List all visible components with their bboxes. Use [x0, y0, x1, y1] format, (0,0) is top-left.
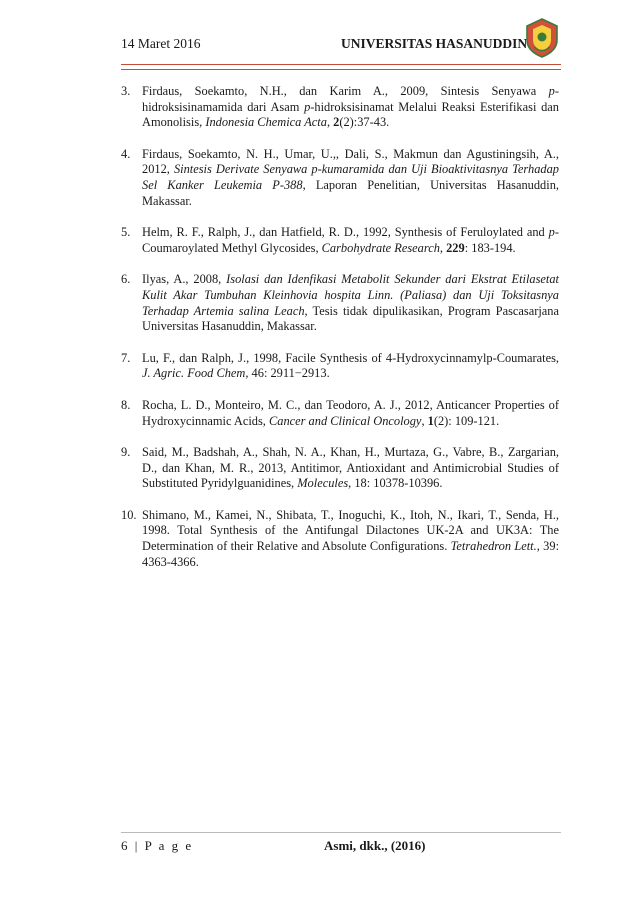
page-number: 6 | P a g e	[121, 838, 194, 853]
reference-number: 9.	[121, 445, 131, 460]
reference-text-segment: Firdaus, Soekamto, N.H., dan Karim A., 2009, Sintesis Senyawa	[142, 84, 549, 98]
reference-text-segment: (2): 109-121.	[433, 413, 500, 428]
reference-text	[142, 272, 559, 334]
reference-text-segment: , 39: 4363-4366.	[142, 539, 560, 569]
reference-text-segment: -Coumaroylated Methyl Glycosides,	[142, 225, 559, 255]
reference-text-segment: Tesis tidak dipulikasikan, Program Pascasarjana Universitas Hasanuddin, Makassar.	[142, 303, 559, 334]
reference-italic-text: Tetrahedron Lett.	[450, 539, 537, 554]
reference-bold-text: 2	[333, 115, 340, 130]
reference-item	[121, 508, 559, 570]
reference-text	[142, 225, 559, 256]
reference-italic-text: J. Agric. Food Chem	[142, 366, 246, 381]
reference-number: 10.	[121, 507, 137, 522]
reference-item	[121, 445, 559, 492]
reference-italic-text: Indonesia Chemica Acta	[205, 115, 327, 130]
reference-text	[142, 445, 559, 492]
reference-italic-text: p	[548, 225, 555, 240]
reference-italic-text: p	[304, 99, 311, 114]
reference-text-segment: Helm, R. F., Ralph, J., dan Hatfield, R. D., 1992, Synthesis of Feruloylated and	[142, 225, 549, 240]
reference-text-segment: Rocha, L. D., Monteiro, M. C., dan Teodoro, A. J., 2012, Anticancer Properties of Hydroxycinnamic Acids,	[142, 397, 559, 428]
reference-text	[142, 508, 559, 570]
reference-text-segment: ,	[326, 115, 334, 130]
reference-number: 3.	[121, 84, 131, 98]
reference-text-segment: ,	[439, 240, 447, 255]
reference-text	[142, 398, 559, 429]
reference-italic-text: p	[548, 84, 555, 98]
reference-text-segment: Lu, F., dan Ralph, J., 1998, Facile Synthesis of 4-Hydroxycinnamylp-Coumarates,	[142, 350, 559, 365]
reference-text-segment: : 183-194.	[464, 240, 516, 255]
reference-italic-text: Molecules	[297, 476, 349, 491]
reference-text-segment: Shimano, M., Kamei, N., Shibata, T., Inoguchi, K., Itoh, N., Ikari, T., Senda, H., 1998. Total Synthesis of the Antifungal Dilactones UK-2A and UK3A: The Determination of their Relative and Absolute Configurations.	[142, 507, 559, 554]
reference-item	[121, 272, 559, 334]
reference-number: 8.	[121, 397, 131, 412]
reference-item	[121, 84, 559, 131]
reference-number: 4.	[121, 146, 131, 161]
reference-text-segment: Ilyas, A., 2008,	[142, 272, 227, 287]
reference-text	[142, 84, 559, 131]
reference-text	[142, 351, 559, 382]
reference-text	[142, 147, 559, 209]
reference-bold-text: 229	[446, 240, 465, 255]
reference-italic-text: Sintesis Derivate Senyawa p-kumaramida dan Uji Bioaktivitasnya Terhadap Sel Kanker Leukemia P-388,	[142, 162, 559, 192]
reference-item	[121, 147, 559, 209]
footer-rule	[121, 832, 561, 833]
reference-italic-text: Isolasi dan Idenfikasi Metabolit Sekunder dari Ekstrat Etilasetat Kulit Akar Tumbuhan Kleinhovia hospita Linn. (Paliasa) dan Uji Toksitasnya Terhadap Artemia salina Leach,	[142, 272, 559, 318]
header-university: UNIVERSITAS HASANUDDIN	[341, 36, 528, 51]
reference-text-segment: Laporan Penelitian, Universitas Hasanuddin, Makassar.	[142, 177, 559, 208]
reference-text-segment: -hidroksisinamamida dari Asam	[142, 84, 559, 114]
reference-number: 7.	[121, 350, 131, 365]
reference-italic-text: Carbohydrate Research	[321, 240, 440, 255]
footer-authors: Asmi, dkk., (2016)	[324, 838, 426, 853]
header-date: 14 Maret 2016	[121, 36, 201, 51]
reference-list	[121, 84, 559, 586]
header-rule	[121, 64, 561, 65]
reference-item	[121, 398, 559, 429]
reference-text-segment: , 46: 2911−2913.	[245, 366, 330, 381]
reference-text-segment: ,	[421, 413, 428, 428]
reference-number: 5.	[121, 225, 131, 240]
university-logo-icon	[524, 18, 560, 58]
reference-item	[121, 351, 559, 382]
reference-text-segment: -hidroksisinamat Melalui Reaksi Esterifikasi dan Amonolisis,	[142, 99, 559, 130]
reference-italic-text: Cancer and Clinical Oncology	[268, 413, 422, 428]
reference-number: 6.	[121, 272, 131, 287]
reference-text-segment: (2):37-43.	[339, 115, 390, 130]
reference-text-segment: Said, M., Badshah, A., Shah, N. A., Khan, H., Murtaza, G., Vabre, B., Zargarian, D., dan Khan, M. R., 2013, Antitimor, Antioxidant and Antimicrobial Studies of Substituted Pyridylguanidines,	[142, 445, 559, 491]
reference-bold-text: 1	[427, 413, 434, 428]
reference-item	[121, 225, 559, 256]
reference-text-segment: Firdaus, Soekamto, N. H., Umar, U.,, Dali, S., Makmun dan Agustiningsih, A., 2012,	[142, 146, 559, 177]
header-rule-secondary	[121, 69, 561, 70]
reference-text-segment: , 18: 10378-10396.	[348, 476, 443, 491]
